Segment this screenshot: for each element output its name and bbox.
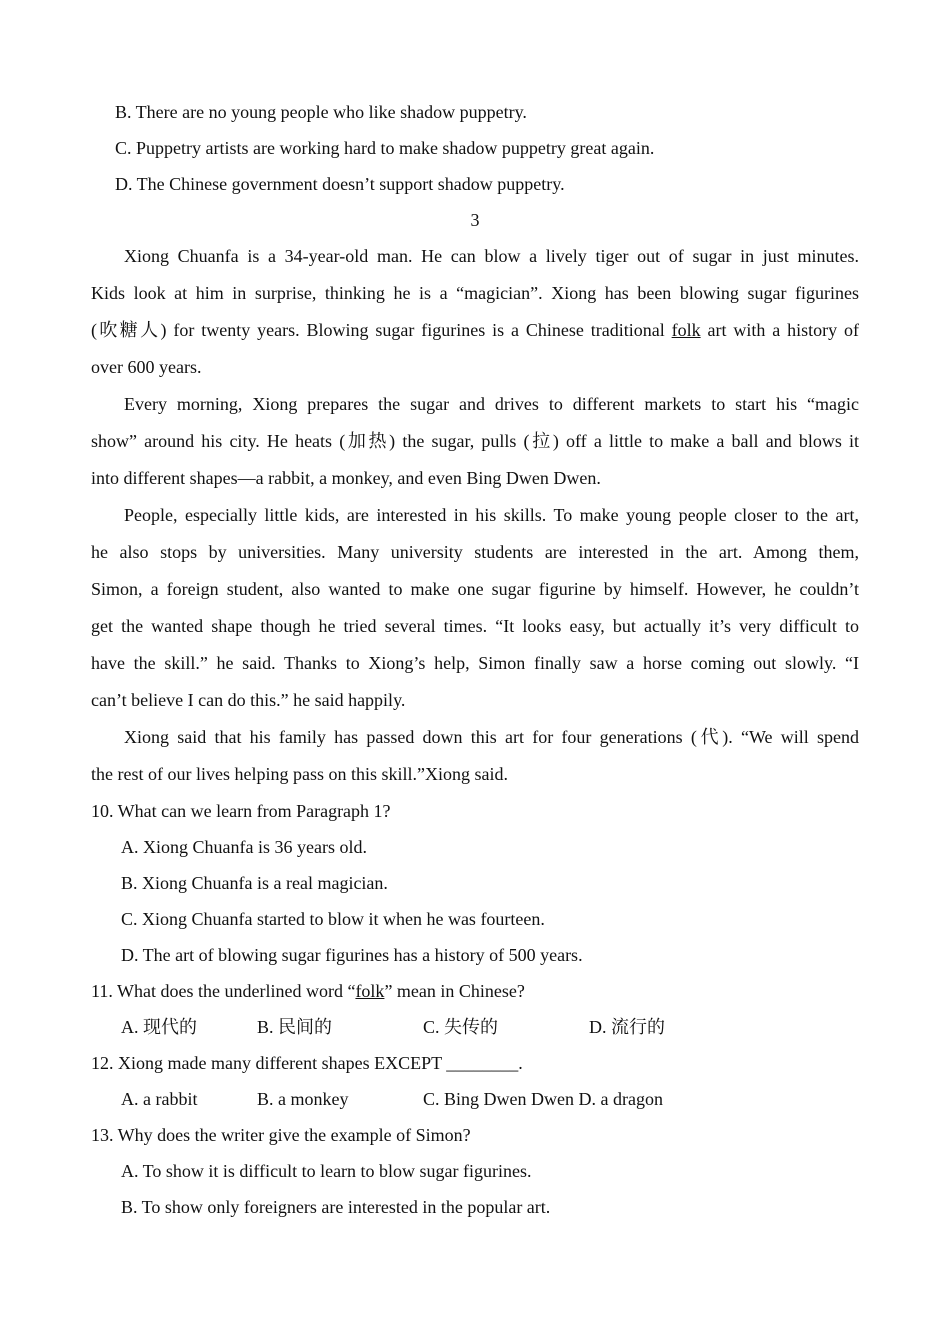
question-stem — [91, 973, 859, 1009]
option-c[interactable]: C. Bing Dwen Dwen — [423, 1089, 574, 1109]
underlined-word-folk: folk — [355, 981, 385, 1001]
question-stem: 12. Xiong made many different shapes EXCEPT ________. — [91, 1053, 523, 1073]
question-13 — [91, 1117, 859, 1225]
paragraph-line: into different shapes—a rabbit, a monkey, and even Bing Dwen Dwen. — [91, 468, 601, 488]
text-span: 11. What does the underlined word “ — [91, 981, 356, 1001]
option-d[interactable]: D. 流行的 — [589, 1017, 665, 1037]
options-row — [91, 1081, 859, 1117]
option-c[interactable]: C. Xiong Chuanfa started to blow it when he was fourteen. — [121, 909, 545, 929]
option-b[interactable]: B. 民间的 — [257, 1017, 333, 1037]
text-span: art with a history of — [700, 320, 859, 340]
paragraph-3 — [91, 497, 859, 719]
text-span: (吹糖人) for twenty years. Blowing sugar figurines is a Chinese traditional — [91, 320, 672, 340]
document-page — [91, 94, 859, 1225]
paragraph-line: he also stops by universities. Many university students are interested in the art. Among them, — [91, 542, 859, 562]
question-12 — [91, 1045, 859, 1117]
paragraph-line: have the skill.” he said. Thanks to Xiong’s help, Simon finally saw a horse coming out slowly. “I — [91, 653, 859, 673]
option-a[interactable]: A. 现代的 — [121, 1017, 197, 1037]
option-b[interactable]: B. a monkey — [257, 1089, 349, 1109]
text-span: ” mean in Chinese? — [384, 981, 525, 1001]
option-c[interactable]: C. 失传的 — [423, 1017, 499, 1037]
paragraph-line: Every morning, Xiong prepares the sugar and drives to different markets to start his “magic — [124, 394, 859, 414]
paragraph-line — [91, 312, 859, 349]
paragraph-line: Simon, a foreign student, also wanted to make one sugar figurine by himself. However, he couldn’t — [91, 579, 859, 599]
prev-option-c: C. Puppetry artists are working hard to make shadow puppetry great again. — [115, 138, 655, 158]
paragraph-line: can’t believe I can do this.” he said happily. — [91, 690, 406, 710]
underlined-word-folk: folk — [671, 320, 701, 340]
paragraph-line: Xiong Chuanfa is a 34-year-old man. He can blow a lively tiger out of sugar in just minutes. — [124, 246, 859, 266]
option-b[interactable]: B. To show only foreigners are interested in the popular art. — [121, 1197, 551, 1217]
question-10 — [91, 793, 859, 973]
question-11 — [91, 973, 859, 1045]
prev-option-d: D. The Chinese government doesn’t support shadow puppetry. — [115, 174, 565, 194]
paragraph-line: the rest of our lives helping pass on this skill.”Xiong said. — [91, 764, 508, 784]
paragraph-line: People, especially little kids, are interested in his skills. To make young people closer to the art, — [124, 505, 859, 525]
paragraph-line: Kids look at him in surprise, thinking he is a “magician”. Xiong has been blowing sugar figurines — [91, 283, 859, 303]
option-b[interactable]: B. Xiong Chuanfa is a real magician. — [121, 873, 388, 893]
paragraph-line: over 600 years. — [91, 357, 202, 377]
prev-option-b: B. There are no young people who like shadow puppetry. — [115, 102, 527, 122]
paragraph-1 — [91, 238, 859, 386]
paragraph-line: show” around his city. He heats (加热) the sugar, pulls (拉) off a little to make a ball and blows it — [91, 431, 859, 451]
passage-number: 3 — [470, 210, 480, 230]
question-stem: 13. Why does the writer give the example of Simon? — [91, 1125, 471, 1145]
paragraph-line: get the wanted shape though he tried several times. “It looks easy, but actually it’s very difficult to — [91, 616, 859, 636]
option-a[interactable]: A. a rabbit — [121, 1089, 198, 1109]
paragraph-2 — [91, 386, 859, 497]
options-row — [91, 1009, 859, 1045]
option-a[interactable]: A. Xiong Chuanfa is 36 years old. — [121, 837, 367, 857]
paragraph-line: Xiong said that his family has passed down this art for four generations (代). “We will spend — [124, 727, 859, 747]
paragraph-4 — [91, 719, 859, 793]
question-stem: 10. What can we learn from Paragraph 1? — [91, 801, 391, 821]
option-d[interactable]: D. The art of blowing sugar figurines has a history of 500 years. — [121, 945, 583, 965]
option-d[interactable]: D. a dragon — [578, 1089, 663, 1109]
option-a[interactable]: A. To show it is difficult to learn to blow sugar figurines. — [121, 1161, 532, 1181]
